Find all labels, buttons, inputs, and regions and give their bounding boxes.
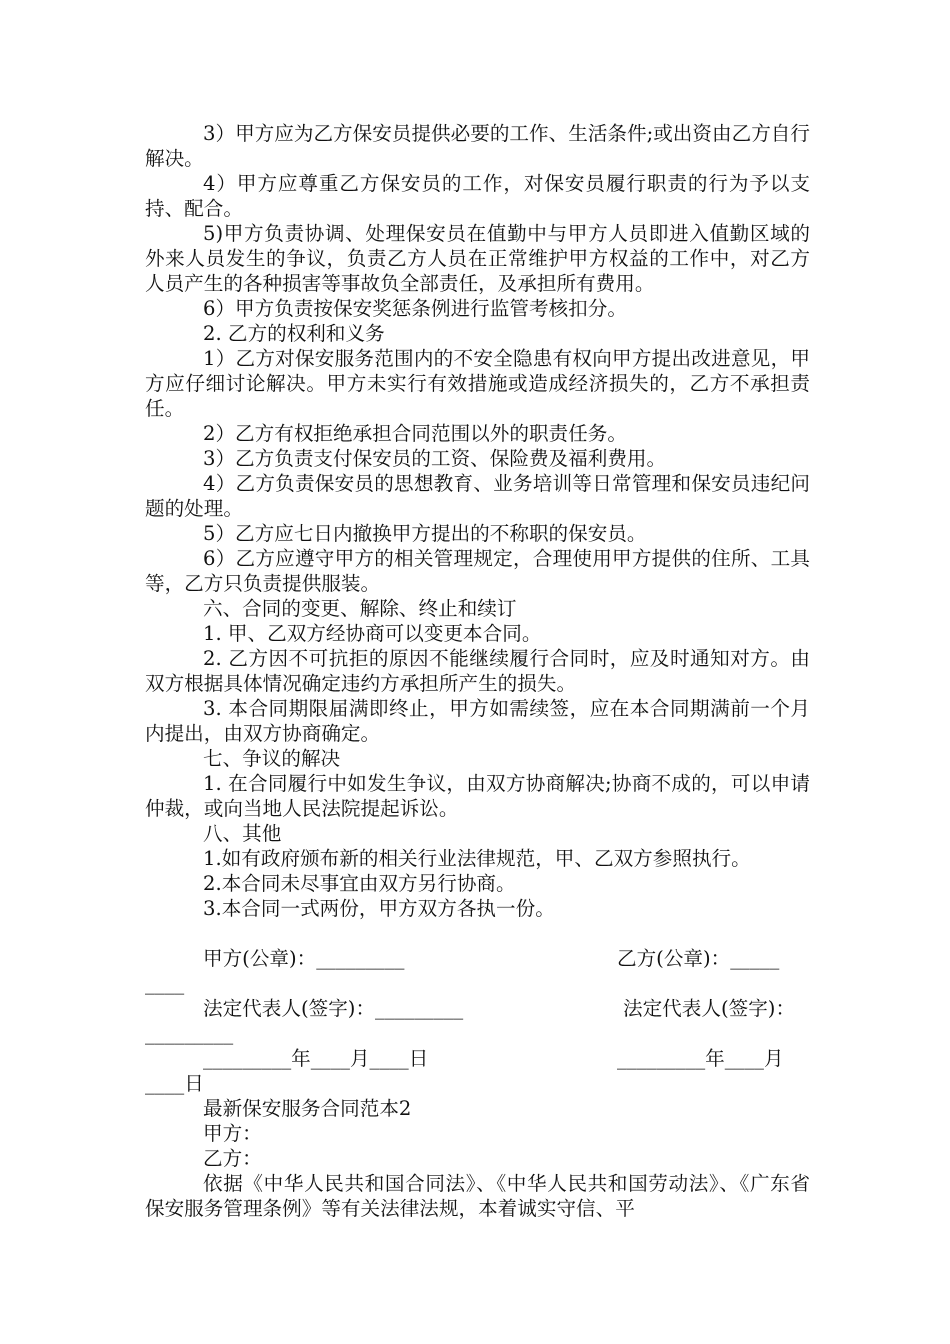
section-heading-7: 七、争议的解决 (203, 747, 341, 770)
clause-a-3: 3）甲方应为乙方保安员提供必要的工作、生活条件;或出资由乙方自行解决。 (145, 122, 810, 170)
clause-b-5: 5）乙方应七日内撤换甲方提出的不称职的保安员。 (203, 522, 647, 545)
party-b-date-line-cont: ____日 (145, 1072, 204, 1095)
contract-clauses (145, 121, 810, 921)
clause-b-1: 1）乙方对保安服务范围内的不安全隐患有权向甲方提出改进意见，甲方应仔细讨论解决。甲方未实行有效措施或造成经济损失的，乙方不承担责任。 (145, 347, 810, 420)
clause-b-3: 3）乙方负责支付保安员的工资、保险费及福利费用。 (203, 447, 667, 470)
clause-6-3: 3. 本合同期限届满即终止，甲方如需续签，应在本合同期满前一个月内提出，由双方协商确定。 (145, 697, 810, 745)
party-a-seal-line: 甲方(公章)：_________ (203, 947, 405, 970)
party-b-seal-line-cont: ____ (145, 972, 185, 995)
contract-2-title: 最新保安服务合同范本2 (203, 1097, 412, 1120)
party-b-rep-line: 法定代表人(签字)： (623, 997, 796, 1020)
clause-a-6: 6）甲方负责按保安奖惩条例进行监管考核扣分。 (203, 297, 627, 320)
contract-2-party-b: 乙方： (203, 1147, 262, 1170)
party-a-rep-line: 法定代表人(签字)：_________ (203, 997, 464, 1020)
party-b-seal-line: 乙方(公章)：_____ (617, 947, 780, 970)
clause-b-2: 2）乙方有权拒绝承担合同范围以外的职责任务。 (203, 422, 627, 445)
clause-a-4: 4）甲方应尊重乙方保安员的工作，对保安员履行职责的行为予以支持、配合。 (145, 172, 810, 220)
clause-b-6: 6）乙方应遵守甲方的相关管理规定，合理使用甲方提供的住所、工具等，乙方只负责提供服装。 (145, 547, 810, 595)
contract-2-party-a: 甲方： (203, 1122, 262, 1145)
section-heading-8: 八、其他 (203, 822, 282, 845)
contract-2 (145, 1096, 810, 1221)
section-heading-party-b: 2. 乙方的权利和义务 (203, 322, 385, 345)
clause-7-1: 1. 在合同履行中如发生争议，由双方协商解决;协商不成的，可以申请仲裁，或向当地人民法院提起诉讼。 (145, 772, 810, 820)
party-b-date-line: _________年____月 (617, 1047, 784, 1070)
clause-8-1: 1.如有政府颁布新的相关行业法律规范，甲、乙双方参照执行。 (203, 847, 751, 870)
clause-b-4: 4）乙方负责保安员的思想教育、业务培训等日常管理和保安员违纪问题的处理。 (145, 472, 810, 520)
party-b-rep-line-cont: _________ (145, 1022, 234, 1045)
contract-2-intro: 依据《中华人民共和国合同法》、《中华人民共和国劳动法》、《广东省保安服务管理条例》等有关法律法规，本着诚实守信、平 (145, 1172, 810, 1220)
clause-8-3: 3.本合同一式两份，甲方双方各执一份。 (203, 897, 555, 920)
section-heading-6: 六、合同的变更、解除、终止和续订 (203, 597, 517, 620)
party-a-date-line: _________年____月____日 (203, 1047, 429, 1070)
clause-a-5: 5)甲方负责协调、处理保安员在值勤中与甲方人员即进入值勤区域的外来人员发生的争议，负责乙方人员在正常维护甲方权益的工作中，对乙方人员产生的各种损害等事故负全部责任，及承担所有费用。 (145, 222, 810, 295)
clause-8-2: 2.本合同未尽事宜由双方另行协商。 (203, 872, 516, 895)
clause-6-1: 1. 甲、乙双方经协商可以变更本合同。 (203, 622, 542, 645)
clause-6-2: 2. 乙方因不可抗拒的原因不能继续履行合同时，应及时通知对方。由双方根据具体情况确定违约方承担所产生的损失。 (145, 647, 810, 695)
